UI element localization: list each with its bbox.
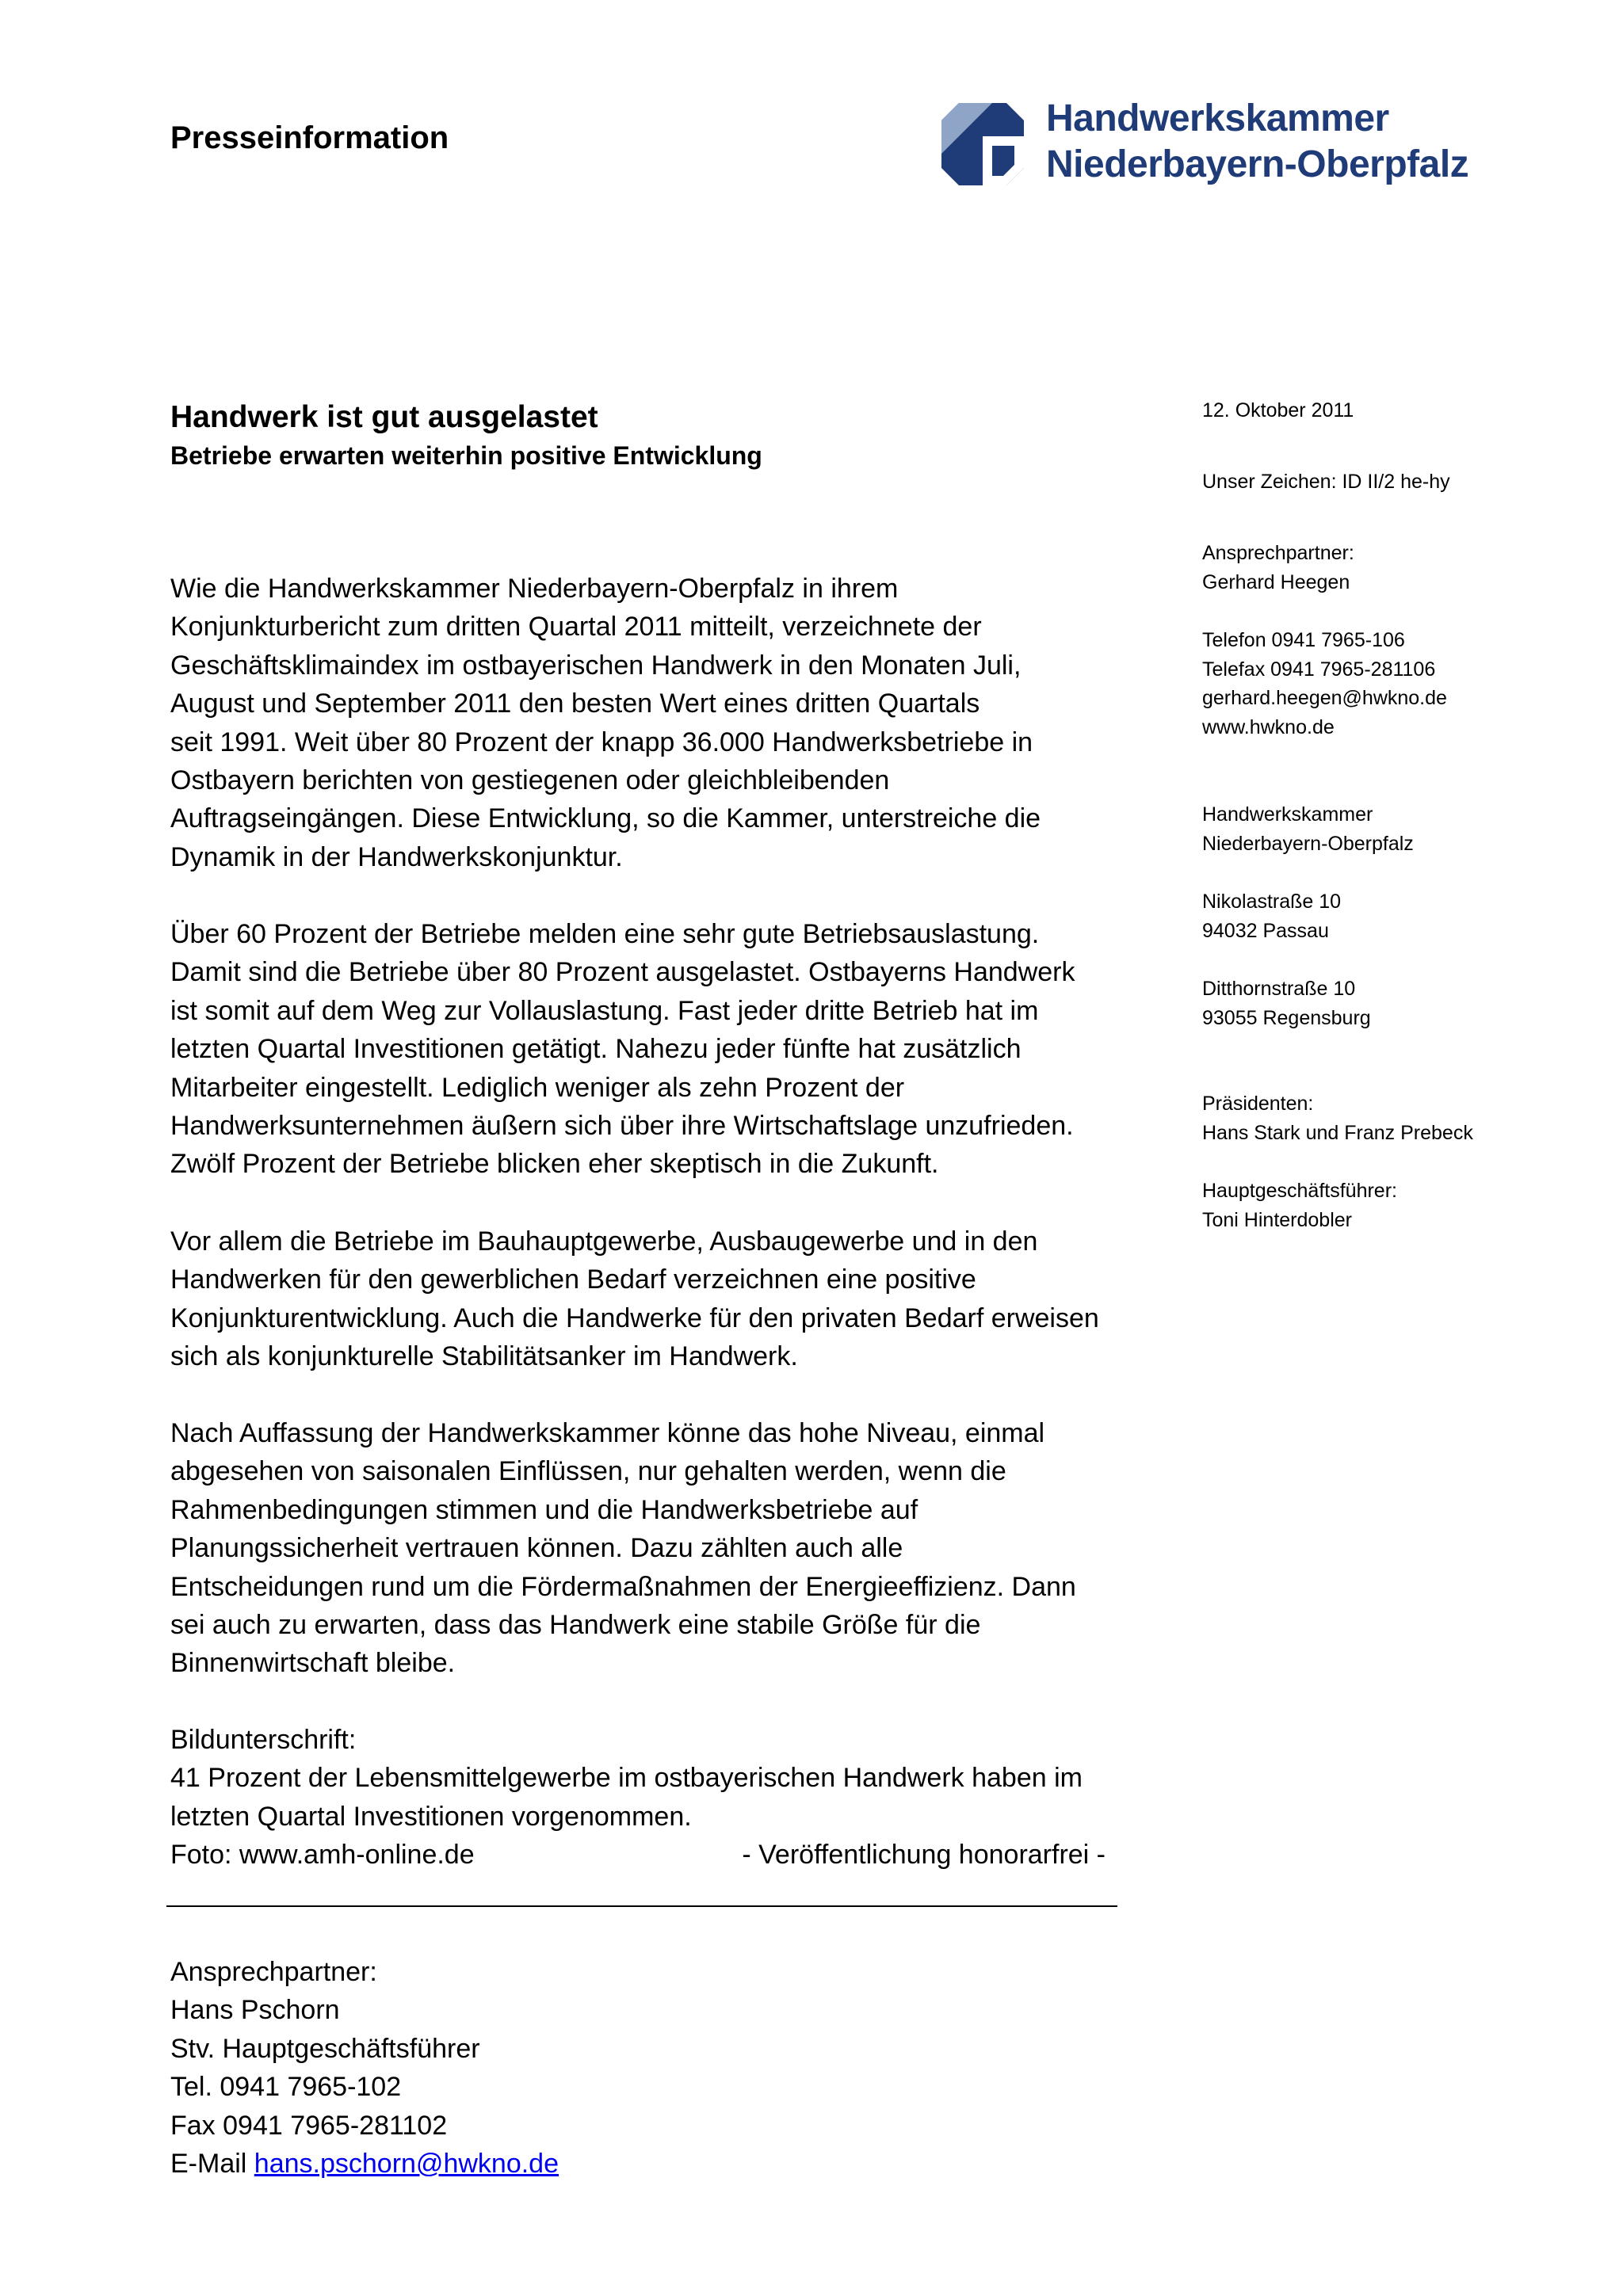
contact-phone: Tel. 0941 7965-102 (170, 2072, 402, 2103)
text-line: Damit sind die Betriebe über 80 Prozent ausgelastet. Ostbayerns Handwerk (170, 957, 1075, 988)
sidebar-contact-name: Gerhard Heegen (1202, 570, 1350, 593)
address-street: Nikolastraße 10 (1202, 891, 1342, 913)
text-line: letzten Quartal Investitionen getätigt. Nahezu jeder fünfte hat zusätzlich (170, 1034, 1022, 1065)
org-name-line2: Niederbayern-Oberpfalz (1202, 832, 1414, 855)
sidebar-date-block (1202, 396, 1614, 425)
contact-block (170, 1953, 1121, 2183)
date: 12. Oktober 2011 (1202, 399, 1354, 421)
text-line: Entscheidungen rund um die Fördermaßnahmen der Energieeffizienz. Dann (170, 1571, 1076, 1602)
text-line: Mitarbeiter eingestellt. Lediglich weniger als zehn Prozent der (170, 1072, 905, 1103)
sidebar-contact-label: Ansprechpartner: (1202, 542, 1354, 564)
text-line: seit 1991. Weit über 80 Prozent der knapp 36.000 Handwerksbetriebe in (170, 727, 1033, 757)
contact-label: Ansprechpartner: (170, 1957, 377, 1987)
body-paragraph-2 (170, 915, 1121, 1184)
sidebar-contact-block (1202, 539, 1614, 597)
text-line: Auftragseingängen. Diese Entwicklung, so die Kammer, unterstreiche die (170, 803, 1041, 834)
caption-credit-row (170, 1836, 1106, 1874)
text-line: sich als konjunkturelle Stabilitätsanker im Handwerk. (170, 1341, 798, 1372)
address-street: Ditthornstraße 10 (1202, 978, 1356, 1000)
text-line: Handwerken für den gewerblichen Bedarf verzeichnen eine positive (170, 1264, 976, 1295)
release-note: - Veröffentlichung honorarfrei - (742, 1840, 1106, 1871)
sidebar-phone: Telefon 0941 7965-106 (1202, 629, 1405, 651)
text-line: Nach Auffassung der Handwerkskammer könne das hohe Niveau, einmal (170, 1418, 1045, 1448)
contact-fax: Fax 0941 7965-281102 (170, 2110, 448, 2141)
body-paragraph-4 (170, 1414, 1121, 1683)
text-line: Geschäftsklimaindex im ostbayerischen Handwerk in den Monaten Juli, (170, 650, 1022, 681)
text-line: Handwerksunternehmen äußern sich über ihre Wirtschaftslage unzufrieden. (170, 1111, 1074, 1142)
contact-role: Stv. Hauptgeschäftsführer (170, 2033, 480, 2064)
photo-credit: Foto: www.amh-online.de (170, 1840, 475, 1871)
text-line: Wie die Handwerkskammer Niederbayern-Oberpfalz in ihrem (170, 574, 899, 604)
text-line: Über 60 Prozent der Betriebe melden eine sehr gute Betriebsauslastung. (170, 919, 1040, 949)
logo-mark-icon (935, 97, 1030, 192)
document-type-label: Presseinformation (170, 120, 449, 155)
contact-email-row (170, 2145, 1121, 2183)
text-line: Binnenwirtschaft bleibe. (170, 1648, 456, 1679)
ceo-label: Hauptgeschäftsführer: (1202, 1180, 1397, 1202)
ceo-name: Toni Hinterdobler (1202, 1208, 1352, 1231)
text-line: sei auch zu erwarten, dass das Handwerk eine stabile Größe für die (170, 1610, 981, 1641)
logo-text-line2: Niederbayern-Oberpfalz (1046, 143, 1469, 185)
headline: Handwerk ist gut ausgelastet (170, 400, 598, 434)
contact-name: Hans Pschorn (170, 1995, 340, 2026)
logo-text-line1: Handwerkskammer (1046, 97, 1389, 139)
caption-text: 41 Prozent der Lebensmittelgewerbe im ostbayerischen Handwerk haben im (170, 1763, 1083, 1794)
organization-logo (935, 97, 1474, 200)
email-prefix: E-Mail (170, 2149, 254, 2180)
text-line: Konjunkturentwicklung. Auch die Handwerke für den privaten Bedarf erweisen (170, 1302, 1099, 1333)
text-line: abgesehen von saisonalen Einflüssen, nur gehalten werden, wenn die (170, 1456, 1006, 1487)
text-line: Vor allem die Betriebe im Bauhauptgewerbe, Ausbaugewerbe und in den (170, 1226, 1038, 1257)
divider (166, 1905, 1117, 1907)
caption-label: Bildunterschrift: (170, 1725, 357, 1755)
sidebar-communication-block (1202, 626, 1614, 742)
sidebar-address-passau (1202, 887, 1614, 945)
sidebar-email[interactable]: gerhard.heegen@hwkno.de (1202, 687, 1447, 709)
sidebar-fax: Telefax 0941 7965-281106 (1202, 658, 1436, 681)
text-line: Zwölf Prozent der Betriebe blicken eher skeptisch in die Zukunft. (170, 1149, 939, 1180)
text-line: Dynamik in der Handwerkskonjunktur. (170, 841, 623, 872)
sidebar-ceo-block (1202, 1177, 1614, 1234)
caption-text: letzten Quartal Investitionen vorgenommen. (170, 1801, 692, 1832)
image-caption (170, 1721, 1121, 1875)
text-line: August und September 2011 den besten Wert eines dritten Quartals (170, 688, 980, 719)
presidents-label: Präsidenten: (1202, 1093, 1314, 1115)
email-link[interactable]: hans.pschorn@hwkno.de (254, 2149, 559, 2180)
presidents-names: Hans Stark und Franz Prebeck (1202, 1121, 1473, 1144)
address-city: 93055 Regensburg (1202, 1006, 1371, 1029)
sidebar-reference-block (1202, 467, 1614, 497)
reference: Unser Zeichen: ID II/2 he-hy (1202, 471, 1450, 493)
org-name-line1: Handwerkskammer (1202, 803, 1373, 826)
body-paragraph-3 (170, 1222, 1121, 1376)
text-line: Konjunkturbericht zum dritten Quartal 2011 mitteilt, verzeichnete der (170, 612, 982, 643)
sidebar-address-regensburg (1202, 974, 1614, 1032)
sidebar-organization-block (1202, 800, 1614, 858)
address-city: 94032 Passau (1202, 919, 1329, 942)
text-line: Rahmenbedingungen stimmen und die Handwerksbetriebe auf (170, 1494, 918, 1525)
text-line: Ostbayern berichten von gestiegenen oder gleichbleibenden (170, 765, 890, 796)
sidebar-website[interactable]: www.hwkno.de (1202, 715, 1335, 738)
subheadline: Betriebe erwarten weiterhin positive Entwicklung (170, 441, 762, 470)
sidebar-presidents-block (1202, 1089, 1614, 1147)
text-line: ist somit auf dem Weg zur Vollauslastung. Fast jeder dritte Betrieb hat im (170, 995, 1039, 1026)
body-paragraph-1 (170, 570, 1121, 876)
text-line: Planungssicherheit vertrauen können. Dazu zählten auch alle (170, 1533, 903, 1564)
